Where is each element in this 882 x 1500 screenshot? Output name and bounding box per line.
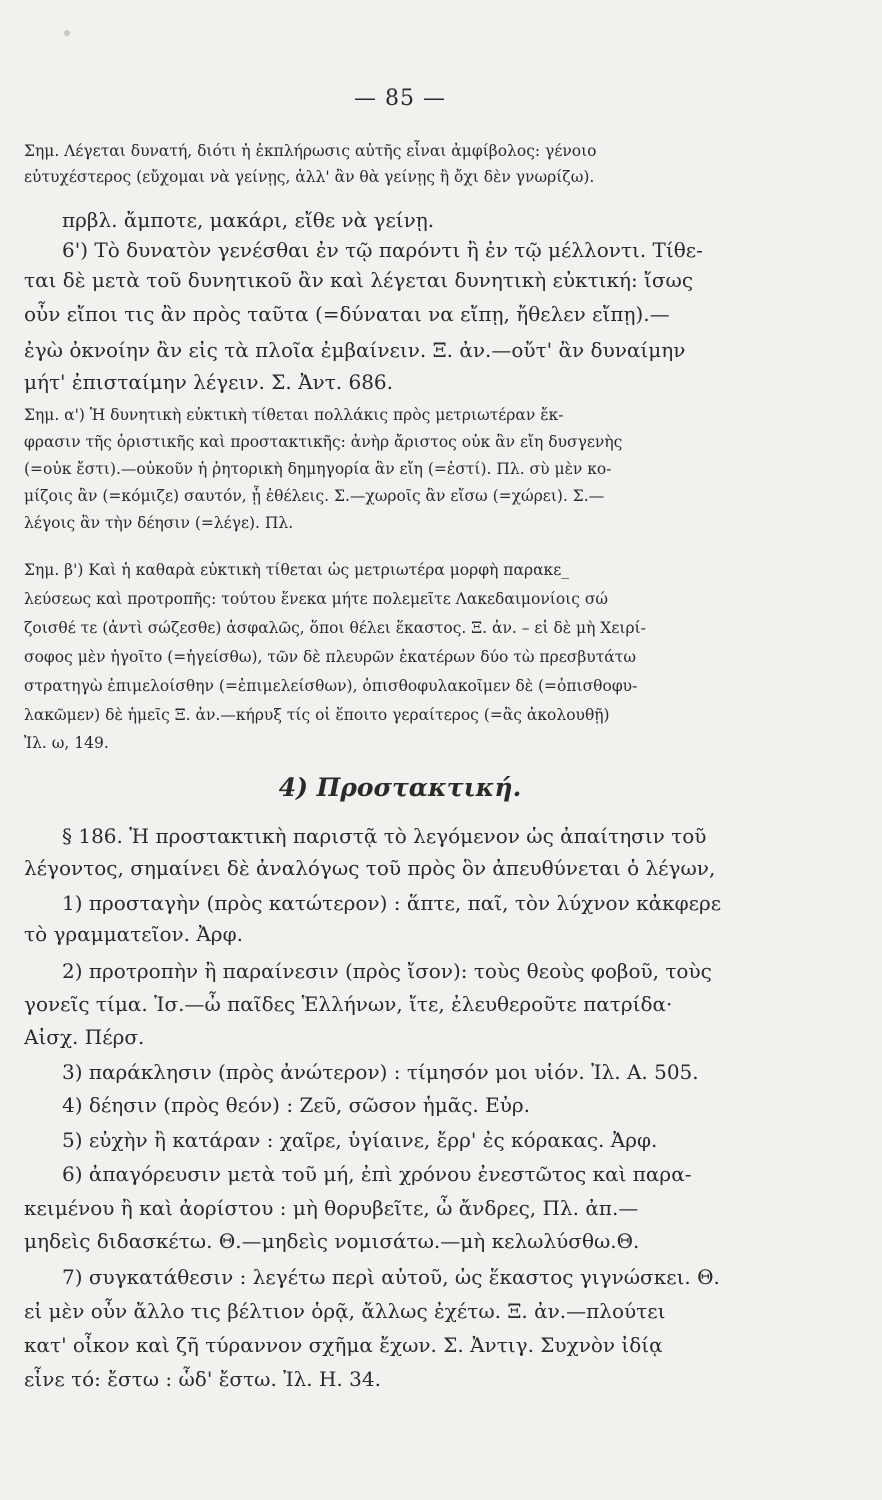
text-line: Αἰσχ. Πέρσ. <box>24 1025 145 1049</box>
text-line: πρβλ. ἄμποτε, μακάρι, εἴθε νὰ γείνῃ. <box>62 208 435 232</box>
note-line: Σημ. β') Καὶ ἡ καθαρὰ εὐκτικὴ τίθεται ὡς μετριωτέρα μορφὴ παρακε_ <box>24 561 569 579</box>
note-line: λακῶμεν) δὲ ἡμεῖς Ξ. ἀν.—κήρυξ τίς οἱ ἕποιτο γεραίτερος (=ἂς ἀκολουθῇ) <box>24 706 610 724</box>
text-line: εἰ μὲν οὖν ἄλλο τις βέλτιον ὁρᾷ, ἄλλως ἐχέτω. Ξ. ἀν.—πλούτει <box>24 1299 666 1323</box>
text-line: ται δὲ μετὰ τοῦ δυνητικοῦ ἂν καὶ λέγεται δυνητικὴ εὐκτική: ἴσως <box>24 268 694 292</box>
note-line: στρατηγὼ ἐπιμελοίσθην (=ἐπιμελείσθων), ὀπισθοφυλακοῖμεν δὲ (=ὀπισθοφυ- <box>24 677 638 695</box>
text-line: κειμένου ἢ καὶ ἀορίστου : μὴ θορυβεῖτε, ὦ ἄνδρες, Πλ. ἀπ.— <box>24 1196 639 1220</box>
note-line: λέγοις ἂν τὴν δέησιν (=λέγε). Πλ. <box>24 514 294 532</box>
section-heading: 4) Προστακτική. <box>278 773 522 802</box>
text-line: μηδεὶς διδασκέτω. Θ.—μηδεὶς νομισάτω.—μὴ κελωλύσθω.Θ. <box>24 1229 640 1253</box>
text-line: 1) προσταγὴν (πρὸς κατώτερον) : ἅπτε, παῖ, τὸν λύχνον κἀκφερε <box>62 891 722 915</box>
note-line: μίζοις ἂν (=κόμιζε) σαυτόν, ᾗ ἐθέλεις. Σ.—χωροῖς ἂν εἴσω (=χώρει). Σ.— <box>24 487 605 505</box>
text-line: 7) συγκατάθεσιν : λεγέτω περὶ αὐτοῦ, ὡς ἕκαστος γιγνώσκει. Θ. <box>62 1265 720 1289</box>
note-line: σοφος μὲν ἡγοῖτο (=ἡγείσθω), τῶν δὲ πλευρῶν ἑκατέρων δύο τὼ πρεσβυτάτω <box>24 648 636 666</box>
text-line: 3) παράκλησιν (πρὸς ἀνώτερον) : τίμησόν μοι υἱόν. Ἰλ. Α. 505. <box>62 1060 699 1084</box>
text-line: εἶνε τό: ἔστω : ὧδ' ἔστω. Ἰλ. Η. 34. <box>24 1367 381 1391</box>
text-line: 2) προτροπὴν ἢ παραίνεσιν (πρὸς ἴσον): τοὺς θεοὺς φοβοῦ, τοὺς <box>62 959 712 983</box>
text-line: κατ' οἶκον καὶ ζῆ τύραννον σχῆμα ἔχων. Σ. Ἀντιγ. Συχνὸν ἰδίᾳ <box>24 1333 663 1357</box>
note-line: λεύσεως καὶ προτροπῆς: τούτου ἕνεκα μήτε πολεμεῖτε Λακεδαιμονίοις σώ <box>24 590 609 608</box>
page-number: — 85 — <box>354 86 446 111</box>
note-line: Σημ. Λέγεται δυνατή, διότι ἡ ἐκπλήρωσις αὐτῆς εἶναι ἀμφίβολος: γένοιο <box>24 142 597 160</box>
text-line: ἐγὼ ὀκνοίην ἂν εἰς τὰ πλοῖα ἐμβαίνειν. Ξ. ἀν.—οὔτ' ἂν δυναίμην <box>24 338 686 362</box>
note-line: εὐτυχέστερος (εὔχομαι νὰ γείνῃς, ἀλλ' ἂν θὰ γείνῃς ἢ ὄχι δὲν γνωρίζω). <box>24 168 595 186</box>
text-line: μήτ' ἐπισταίμην λέγειν. Σ. Ἀντ. 686. <box>24 370 394 394</box>
text-line: 4) δέησιν (πρὸς θεόν) : Ζεῦ, σῶσον ἡμᾶς. Εὐρ. <box>62 1093 531 1117</box>
text-line: λέγοντος, σημαίνει δὲ ἀναλόγως τοῦ πρὸς ὃν ἀπευθύνεται ὁ λέγων, <box>24 856 716 880</box>
text-line: 5) εὐχὴν ἢ κατάραν : χαῖρε, ὑγίαινε, ἔρρ' ἐς κόρακας. Ἀρφ. <box>62 1128 658 1152</box>
note-line: ζοισθέ τε (ἀντὶ σώζεσθε) ἀσφαλῶς, ὅποι θέλει ἕκαστος. Ξ. ἀν. – εἰ δὲ μὴ Χειρί- <box>24 619 646 637</box>
text-line: 6) ἀπαγόρευσιν μετὰ τοῦ μή, ἐπὶ χρόνου ἐνεστῶτος καὶ παρα- <box>62 1162 692 1186</box>
note-line: φρασιν τῆς ὁριστικῆς καὶ προστακτικῆς: ἀνὴρ ἄριστος οὐκ ἂν εἴη δυσγενὴς <box>24 433 623 451</box>
text-line: § 186. Ἡ προστακτικὴ παριστᾷ τὸ λεγόμενον ὡς ἀπαίτησιν τοῦ <box>62 824 707 848</box>
text-line: γονεῖς τίμα. Ἰσ.—ὦ παῖδες Ἑλλήνων, ἴτε, ἐλευθεροῦτε πατρίδα· <box>24 992 673 1016</box>
paper-speck <box>64 30 70 36</box>
text-line: τὸ γραμματεῖον. Ἀρφ. <box>24 922 243 946</box>
note-line: Ἰλ. ω, 149. <box>24 734 109 752</box>
note-line: (=οὐκ ἔστι).—οὐκοῦν ἡ ῥητορικὴ δημηγορία ἂν εἴη (=ἐστί). Πλ. σὺ μὲν κο- <box>24 460 612 478</box>
note-line: Σημ. α') Ἡ δυνητικὴ εὐκτικὴ τίθεται πολλάκις πρὸς μετριωτέραν ἔκ- <box>24 406 564 424</box>
text-line: 6') Τὸ δυνατὸν γενέσθαι ἐν τῷ παρόντι ἢ ἐν τῷ μέλλοντι. Τίθε- <box>62 238 703 262</box>
text-line: οὖν εἴποι τις ἂν πρὸς ταῦτα (=δύναται να εἴπῃ, ἤθελεν εἴπῃ).— <box>24 302 670 326</box>
